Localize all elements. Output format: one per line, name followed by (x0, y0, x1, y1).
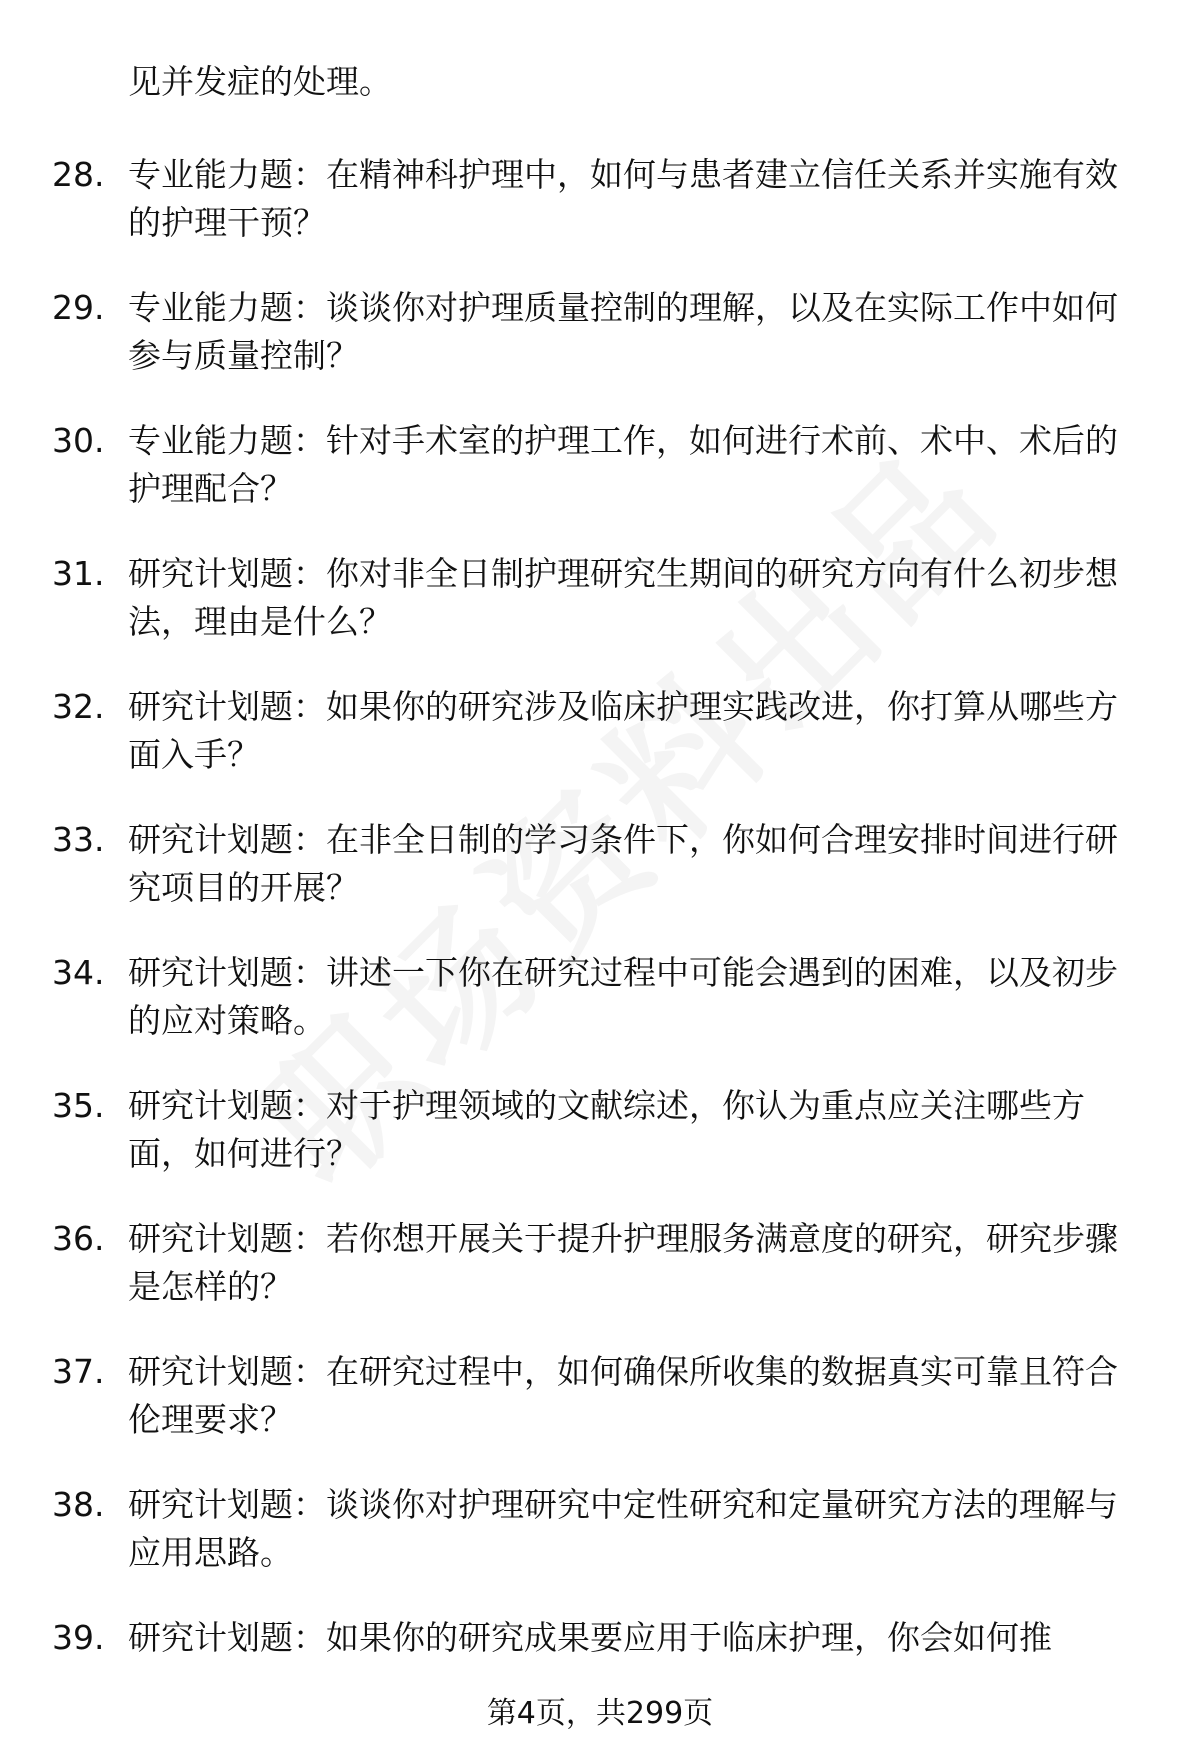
item-number: 36. (52, 1219, 105, 1258)
item-number: 35. (52, 1086, 105, 1125)
item-number: 31. (52, 554, 105, 593)
item-text: 研究计划题：对于护理领域的文献综述，你认为重点应关注哪些方面，如何进行？ (128, 1086, 1085, 1173)
item-text: 研究计划题：谈谈你对护理研究中定性研究和定量研究方法的理解与应用思路。 (128, 1485, 1118, 1572)
item-number: 33. (52, 820, 105, 859)
item-number: 30. (52, 421, 105, 460)
item-text: 研究计划题：讲述一下你在研究过程中可能会遇到的困难，以及初步的应对策略。 (128, 953, 1118, 1040)
item-number: 38. (52, 1485, 105, 1524)
item-text: 专业能力题：在精神科护理中，如何与患者建立信任关系并实施有效的护理干预？ (128, 155, 1118, 242)
item-text: 研究计划题：在非全日制的学习条件下，你如何合理安排时间进行研究项目的开展？ (128, 820, 1118, 907)
item-number: 28. (52, 155, 105, 194)
page-footer: 第4页，共299页 (486, 1696, 714, 1731)
item-text: 研究计划题：在研究过程中，如何确保所收集的数据真实可靠且符合伦理要求？ (128, 1352, 1118, 1439)
item-text: 研究计划题：如果你的研究成果要应用于临床护理，你会如何推 (128, 1618, 1052, 1657)
item-number: 34. (52, 953, 105, 992)
item-text: 专业能力题：谈谈你对护理质量控制的理解，以及在实际工作中如何参与质量控制？ (128, 288, 1118, 375)
item-text: 研究计划题：你对非全日制护理研究生期间的研究方向有什么初步想法，理由是什么？ (128, 554, 1118, 641)
item-text: 研究计划题：若你想开展关于提升护理服务满意度的研究，研究步骤是怎样的？ (128, 1219, 1118, 1306)
item-number: 39. (52, 1618, 105, 1657)
item-number: 32. (52, 687, 105, 726)
item-text: 研究计划题：如果你的研究涉及临床护理实践改进，你打算从哪些方面入手？ (128, 687, 1118, 774)
item-number: 37. (52, 1352, 105, 1391)
item-number: 29. (52, 288, 105, 327)
continuation-text: 见并发症的处理。 (128, 62, 392, 101)
item-text: 专业能力题：针对手术室的护理工作，如何进行术前、术中、术后的护理配合？ (128, 421, 1118, 508)
